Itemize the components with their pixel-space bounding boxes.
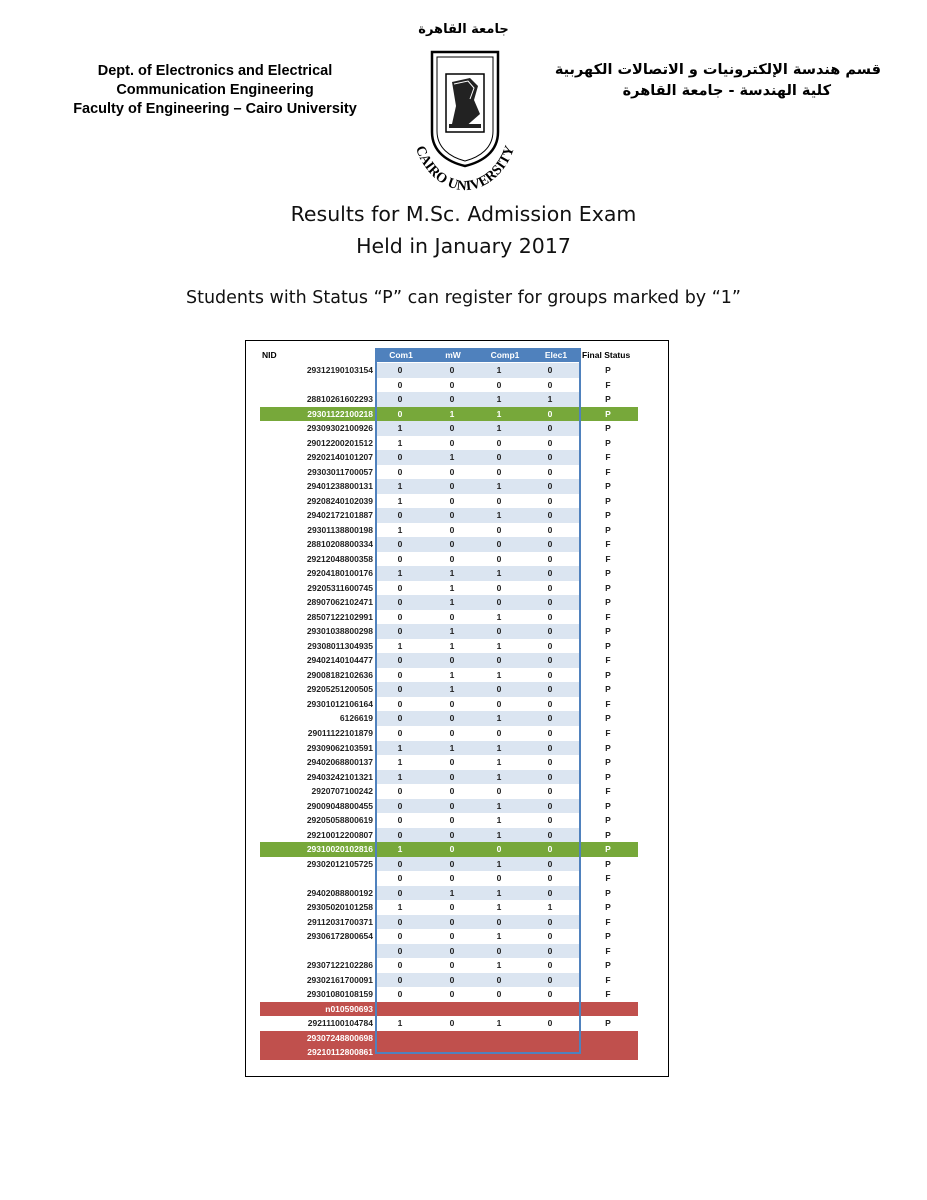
com1-cell: 1 <box>397 844 403 855</box>
elec1-cell: 0 <box>547 844 553 855</box>
elec1-cell: 0 <box>547 887 553 898</box>
final-status-cell: F <box>605 786 611 797</box>
nid-cell: 29301038800298 <box>306 626 373 637</box>
nid-cell: 29012200201512 <box>306 437 373 448</box>
elec1-cell: 0 <box>547 974 553 985</box>
final-status-cell: P <box>605 568 611 579</box>
mw-cell: 0 <box>449 945 455 956</box>
comp1-cell: 1 <box>496 423 502 434</box>
mw-cell: 0 <box>449 713 455 724</box>
mw-cell: 0 <box>449 510 455 521</box>
com1-cell: 0 <box>397 945 403 956</box>
com1-cell: 1 <box>397 568 403 579</box>
com1-cell: 1 <box>397 771 403 782</box>
final-status-cell: P <box>605 524 611 535</box>
column-header-comp1: Comp1 <box>479 348 531 362</box>
nid-cell: 28810261602293 <box>306 394 373 405</box>
nid-cell: 29008182102636 <box>306 669 373 680</box>
nid-cell: 29301012106164 <box>306 698 373 709</box>
final-status-cell: F <box>605 553 611 564</box>
nid-cell: 29307248800698 <box>306 1032 373 1043</box>
nid-cell: 6126619 <box>339 713 373 724</box>
com1-cell: 0 <box>397 539 403 550</box>
elec1-cell: 0 <box>547 437 553 448</box>
comp1-cell: 0 <box>496 553 502 564</box>
elec1-cell: 0 <box>547 684 553 695</box>
nid-cell: 29402088800192 <box>306 887 373 898</box>
department-line-2: Communication Engineering <box>116 82 314 98</box>
com1-cell: 0 <box>397 800 403 811</box>
nid-cell: 29308011304935 <box>307 640 373 651</box>
comp1-cell: 1 <box>496 829 502 840</box>
comp1-cell: 1 <box>496 858 502 869</box>
comp1-cell: 0 <box>496 728 502 738</box>
comp1-cell: 1 <box>496 960 502 971</box>
comp1-cell: 0 <box>496 379 502 390</box>
final-status-cell: P <box>605 626 611 637</box>
elec1-cell: 0 <box>547 858 553 869</box>
final-status-cell: P <box>605 408 611 419</box>
com1-cell: 1 <box>397 902 403 913</box>
mw-cell: 0 <box>449 829 455 840</box>
comp1-cell: 0 <box>496 989 502 1000</box>
nid-cell: 29211100104784 <box>307 1018 373 1029</box>
final-status-cell: P <box>605 960 611 971</box>
final-status-cell: F <box>605 945 611 956</box>
final-status-cell: P <box>605 495 611 506</box>
comp1-cell: 0 <box>496 786 502 797</box>
instruction-note: Students with Status “P” can register for groups marked by “1” <box>185 288 741 308</box>
final-status-cell: P <box>605 742 611 753</box>
mw-cell: 0 <box>449 524 455 535</box>
comp1-cell: 0 <box>496 495 502 506</box>
com1-cell: 0 <box>397 989 403 1000</box>
elec1-cell: 0 <box>547 989 553 1000</box>
com1-cell: 0 <box>397 626 403 637</box>
nid-cell: 29205251200505 <box>306 684 373 695</box>
elec1-cell: 0 <box>547 815 553 826</box>
final-status-cell: F <box>605 466 611 477</box>
nid-cell: 2920707100242 <box>311 786 373 797</box>
elec1-cell: 0 <box>547 510 553 521</box>
comp1-cell: 0 <box>496 873 502 884</box>
com1-cell: 1 <box>397 1018 403 1029</box>
nid-cell: 29301080108159 <box>306 989 373 1000</box>
mw-cell: 0 <box>449 379 455 390</box>
comp1-cell: 0 <box>496 466 502 477</box>
com1-cell: 0 <box>397 669 403 680</box>
department-line-1: Dept. of Electronics and Electrical <box>97 63 333 79</box>
comp1-cell: 0 <box>496 974 502 985</box>
elec1-cell: 0 <box>547 597 553 608</box>
comp1-cell: 0 <box>496 524 502 535</box>
final-status-cell <box>593 1031 623 1046</box>
mw-cell: 0 <box>449 800 455 811</box>
final-status-cell: F <box>605 873 611 884</box>
nid-cell: 29210112800861 <box>307 1047 373 1058</box>
com1-cell: 0 <box>397 916 403 927</box>
comp1-cell: 0 <box>496 437 502 448</box>
comp1-cell: 0 <box>496 698 502 709</box>
final-status-cell: P <box>605 365 611 375</box>
com1-cell: 1 <box>397 640 403 651</box>
nid-cell: 29306172800654 <box>306 931 373 942</box>
comp1-cell: 0 <box>496 597 502 608</box>
final-status-cell: F <box>605 379 611 390</box>
mw-cell: 0 <box>449 815 455 826</box>
column-header-nid: NID <box>262 350 277 360</box>
final-status-cell: P <box>605 1018 611 1029</box>
elec1-cell: 0 <box>547 365 553 375</box>
nid-cell: 29204180100176 <box>306 568 373 579</box>
com1-cell: 0 <box>397 829 403 840</box>
final-status-cell: P <box>605 669 611 680</box>
com1-cell: 0 <box>397 597 403 608</box>
nid-cell <box>258 871 373 886</box>
elec1-cell: 0 <box>547 757 553 768</box>
department-ar-line-1: قسم هندسة الإلكترونيات و الاتصالات الكهربية <box>554 62 881 78</box>
nid-cell: 28810208800334 <box>306 539 373 550</box>
com1-cell: 1 <box>397 481 403 492</box>
mw-cell: 0 <box>449 974 455 985</box>
seal-text: CAIRO UNIVERSITY <box>411 143 519 194</box>
elec1-cell: 0 <box>547 582 553 593</box>
elec1-cell: 0 <box>547 379 553 390</box>
final-status-cell: P <box>605 800 611 811</box>
elec1-cell: 0 <box>547 408 553 419</box>
nid-cell: 29302012105725 <box>306 858 373 869</box>
comp1-cell: 0 <box>496 684 502 695</box>
mw-cell: 0 <box>449 916 455 927</box>
elec1-cell: 0 <box>547 481 553 492</box>
comp1-cell: 0 <box>496 655 502 666</box>
department-arabic <box>541 60 881 102</box>
com1-cell: 0 <box>397 611 403 622</box>
final-status-cell: P <box>605 829 611 840</box>
mw-cell: 1 <box>449 568 455 579</box>
column-header-elec1: Elec1 <box>531 348 581 362</box>
com1-cell: 1 <box>397 757 403 768</box>
mw-cell: 0 <box>449 539 455 550</box>
comp1-cell: 1 <box>496 713 502 724</box>
com1-cell: 0 <box>397 960 403 971</box>
elec1-cell: 0 <box>547 655 553 666</box>
nid-cell: 29205058800619 <box>306 815 373 826</box>
nid-cell: 29309062103591 <box>306 742 373 753</box>
com1-cell: 0 <box>397 684 403 695</box>
nid-cell: 28907062102471 <box>306 597 373 608</box>
com1-cell: 1 <box>397 437 403 448</box>
comp1-cell: 0 <box>496 626 502 637</box>
nid-cell: 29402068800137 <box>306 757 373 768</box>
final-status-cell <box>593 1002 623 1017</box>
mw-cell: 0 <box>449 786 455 797</box>
comp1-cell: 1 <box>496 887 502 898</box>
com1-cell: 0 <box>397 452 403 463</box>
nid-cell: 29307122102286 <box>306 960 373 971</box>
elec1-cell: 0 <box>547 931 553 942</box>
final-status-cell: P <box>605 640 611 651</box>
final-status-cell: F <box>605 452 611 463</box>
mw-cell: 1 <box>449 684 455 695</box>
elec1-cell: 0 <box>547 713 553 724</box>
column-header-mw: mW <box>427 348 479 362</box>
university-name-arabic: جامعة القاهرة <box>418 22 509 37</box>
elec1-cell: 0 <box>547 626 553 637</box>
final-status-cell: P <box>605 887 611 898</box>
nid-cell: 29210012200807 <box>306 829 373 840</box>
comp1-cell: 1 <box>496 902 502 913</box>
cairo-university-seal <box>404 44 526 194</box>
nid-cell: 29302161700091 <box>306 974 373 985</box>
elec1-cell: 0 <box>547 669 553 680</box>
final-status-cell: P <box>605 582 611 593</box>
final-status-cell: P <box>605 423 611 434</box>
com1-cell: 0 <box>397 815 403 826</box>
elec1-cell: 0 <box>547 539 553 550</box>
com1-cell: 0 <box>397 379 403 390</box>
comp1-cell: 1 <box>496 669 502 680</box>
final-status-cell: F <box>605 698 611 709</box>
com1-cell: 0 <box>397 582 403 593</box>
mw-cell: 1 <box>449 626 455 637</box>
mw-cell: 1 <box>449 640 455 651</box>
nid-cell: 29208240102039 <box>306 495 373 506</box>
page-title <box>0 198 927 262</box>
mw-cell: 0 <box>449 931 455 942</box>
com1-cell: 0 <box>397 931 403 942</box>
final-status-cell: F <box>605 989 611 1000</box>
comp1-cell: 1 <box>496 510 502 521</box>
com1-cell: 0 <box>397 873 403 884</box>
mw-cell: 0 <box>449 1018 455 1029</box>
mw-cell: 0 <box>449 466 455 477</box>
comp1-cell: 1 <box>496 568 502 579</box>
final-status-cell: F <box>605 611 611 622</box>
comp1-cell: 1 <box>496 640 502 651</box>
nid-cell: 29305020101258 <box>306 902 373 913</box>
comp1-cell: 0 <box>496 945 502 956</box>
nid-cell <box>258 944 373 959</box>
nid-cell: 29403242101321 <box>306 771 373 782</box>
final-status-cell: P <box>605 713 611 724</box>
elec1-cell: 0 <box>547 524 553 535</box>
elec1-cell: 1 <box>547 902 553 913</box>
nid-cell: n010590693 <box>325 1003 373 1014</box>
nid-cell: 29402172101887 <box>306 510 373 521</box>
mw-cell: 0 <box>449 844 455 855</box>
comp1-cell: 1 <box>496 408 502 419</box>
nid-cell: 29009048800455 <box>306 800 373 811</box>
nid-cell: 28507122102991 <box>306 611 373 622</box>
comp1-cell: 1 <box>496 771 502 782</box>
mw-cell: 0 <box>449 902 455 913</box>
nid-cell: 29212048800358 <box>306 553 373 564</box>
comp1-cell: 0 <box>496 916 502 927</box>
com1-cell: 0 <box>397 655 403 666</box>
nid-cell: 29402140104477 <box>306 655 373 666</box>
final-status-cell: P <box>605 771 611 782</box>
mw-cell: 1 <box>449 597 455 608</box>
elec1-cell: 0 <box>547 495 553 506</box>
com1-cell: 0 <box>397 466 403 477</box>
com1-cell: 0 <box>397 510 403 521</box>
department-english <box>40 62 390 119</box>
final-status-cell: P <box>605 684 611 695</box>
mw-cell: 0 <box>449 495 455 506</box>
elec1-cell: 0 <box>547 873 553 884</box>
final-status-cell: P <box>605 757 611 768</box>
final-status-cell: F <box>605 974 611 985</box>
com1-cell: 0 <box>397 974 403 985</box>
comp1-cell: 0 <box>496 844 502 855</box>
com1-cell: 0 <box>397 553 403 564</box>
final-status-cell: P <box>605 844 611 855</box>
mw-cell: 0 <box>449 757 455 768</box>
elec1-cell: 0 <box>547 423 553 434</box>
nid-cell: 29303011700057 <box>307 466 373 477</box>
mw-cell: 0 <box>449 611 455 622</box>
mw-cell: 0 <box>449 960 455 971</box>
nid-cell <box>258 378 373 393</box>
mw-cell: 0 <box>449 655 455 666</box>
com1-cell: 0 <box>397 786 403 797</box>
mw-cell: 0 <box>449 728 455 738</box>
mw-cell: 1 <box>449 408 455 419</box>
title-line-2: Held in January 2017 <box>356 234 571 258</box>
nid-cell: 29309302100926 <box>306 423 373 434</box>
elec1-cell: 0 <box>547 698 553 709</box>
final-status-cell: F <box>605 916 611 927</box>
comp1-cell: 0 <box>496 539 502 550</box>
nid-cell: 29301138800198 <box>307 524 373 535</box>
final-status-cell <box>593 1045 623 1060</box>
elec1-cell: 0 <box>547 829 553 840</box>
final-status-cell: P <box>605 902 611 913</box>
comp1-cell: 1 <box>496 1018 502 1029</box>
com1-cell: 0 <box>397 858 403 869</box>
column-header-final-status: Final Status <box>582 350 631 360</box>
title-line-1: Results for M.Sc. Admission Exam <box>290 202 637 226</box>
elec1-cell: 0 <box>547 800 553 811</box>
com1-cell: 0 <box>397 713 403 724</box>
department-line-3: Faculty of Engineering – Cairo University <box>73 101 357 117</box>
elec1-cell: 0 <box>547 466 553 477</box>
comp1-cell: 1 <box>496 481 502 492</box>
elec1-cell: 0 <box>547 786 553 797</box>
elec1-cell: 0 <box>547 611 553 622</box>
comp1-cell: 1 <box>496 815 502 826</box>
com1-cell: 0 <box>397 394 403 405</box>
com1-cell: 1 <box>397 524 403 535</box>
final-status-cell: P <box>605 394 611 405</box>
mw-cell: 0 <box>449 858 455 869</box>
mw-cell: 0 <box>449 771 455 782</box>
final-status-cell: P <box>605 858 611 869</box>
comp1-cell: 1 <box>496 931 502 942</box>
elec1-cell: 0 <box>547 945 553 956</box>
mw-cell: 1 <box>449 582 455 593</box>
mw-cell: 0 <box>449 698 455 709</box>
final-status-cell: P <box>605 815 611 826</box>
department-ar-line-2: كلية الهندسة - جامعة القاهرة <box>622 83 831 99</box>
elec1-cell: 1 <box>547 394 553 405</box>
final-status-cell: F <box>605 728 611 738</box>
final-status-cell: P <box>605 931 611 942</box>
elec1-cell: 0 <box>547 553 553 564</box>
final-status-cell: P <box>605 481 611 492</box>
mw-cell: 0 <box>449 437 455 448</box>
column-header-com1: Com1 <box>375 348 427 362</box>
com1-cell: 0 <box>397 887 403 898</box>
comp1-cell: 1 <box>496 394 502 405</box>
comp1-cell: 0 <box>496 452 502 463</box>
mw-cell: 1 <box>449 452 455 463</box>
final-status-cell: P <box>605 510 611 521</box>
mw-cell: 0 <box>449 873 455 884</box>
com1-cell: 1 <box>397 423 403 434</box>
nid-cell: 29011122101879 <box>307 728 373 738</box>
elec1-cell: 0 <box>547 728 553 738</box>
mw-cell: 1 <box>449 887 455 898</box>
nid-cell: 29401238800131 <box>306 481 373 492</box>
elec1-cell: 0 <box>547 568 553 579</box>
elec1-cell: 0 <box>547 960 553 971</box>
nid-cell: 29112031700371 <box>307 916 373 927</box>
mw-cell: 0 <box>449 553 455 564</box>
elec1-cell: 0 <box>547 742 553 753</box>
mw-cell: 1 <box>449 669 455 680</box>
com1-cell: 0 <box>397 698 403 709</box>
elec1-cell: 0 <box>547 771 553 782</box>
mw-cell: 0 <box>449 989 455 1000</box>
mw-cell: 0 <box>449 481 455 492</box>
com1-cell: 0 <box>397 365 403 375</box>
mw-cell: 0 <box>449 365 455 375</box>
mw-cell: 1 <box>449 742 455 753</box>
comp1-cell: 0 <box>496 582 502 593</box>
comp1-cell: 1 <box>496 365 502 375</box>
nid-cell: 29312190103154 <box>306 365 373 375</box>
final-status-cell: P <box>605 437 611 448</box>
com1-cell: 1 <box>397 495 403 506</box>
nid-cell: 29202140101207 <box>306 452 373 463</box>
final-status-cell: F <box>605 539 611 550</box>
mw-cell: 0 <box>449 423 455 434</box>
nid-cell: 29301122100218 <box>307 408 373 419</box>
com1-cell: 1 <box>397 742 403 753</box>
elec1-cell: 0 <box>547 1018 553 1029</box>
comp1-cell: 1 <box>496 800 502 811</box>
final-status-cell: F <box>605 655 611 666</box>
comp1-cell: 1 <box>496 742 502 753</box>
comp1-cell: 1 <box>496 611 502 622</box>
final-status-cell: P <box>605 597 611 608</box>
score-columns-outline <box>375 348 581 1054</box>
elec1-cell: 0 <box>547 916 553 927</box>
mw-cell: 0 <box>449 394 455 405</box>
com1-cell: 0 <box>397 408 403 419</box>
nid-cell: 29310020102816 <box>306 844 373 855</box>
elec1-cell: 0 <box>547 452 553 463</box>
elec1-cell: 0 <box>547 640 553 651</box>
nid-cell: 29205311600745 <box>307 582 373 593</box>
comp1-cell: 1 <box>496 757 502 768</box>
com1-cell: 0 <box>397 728 403 738</box>
